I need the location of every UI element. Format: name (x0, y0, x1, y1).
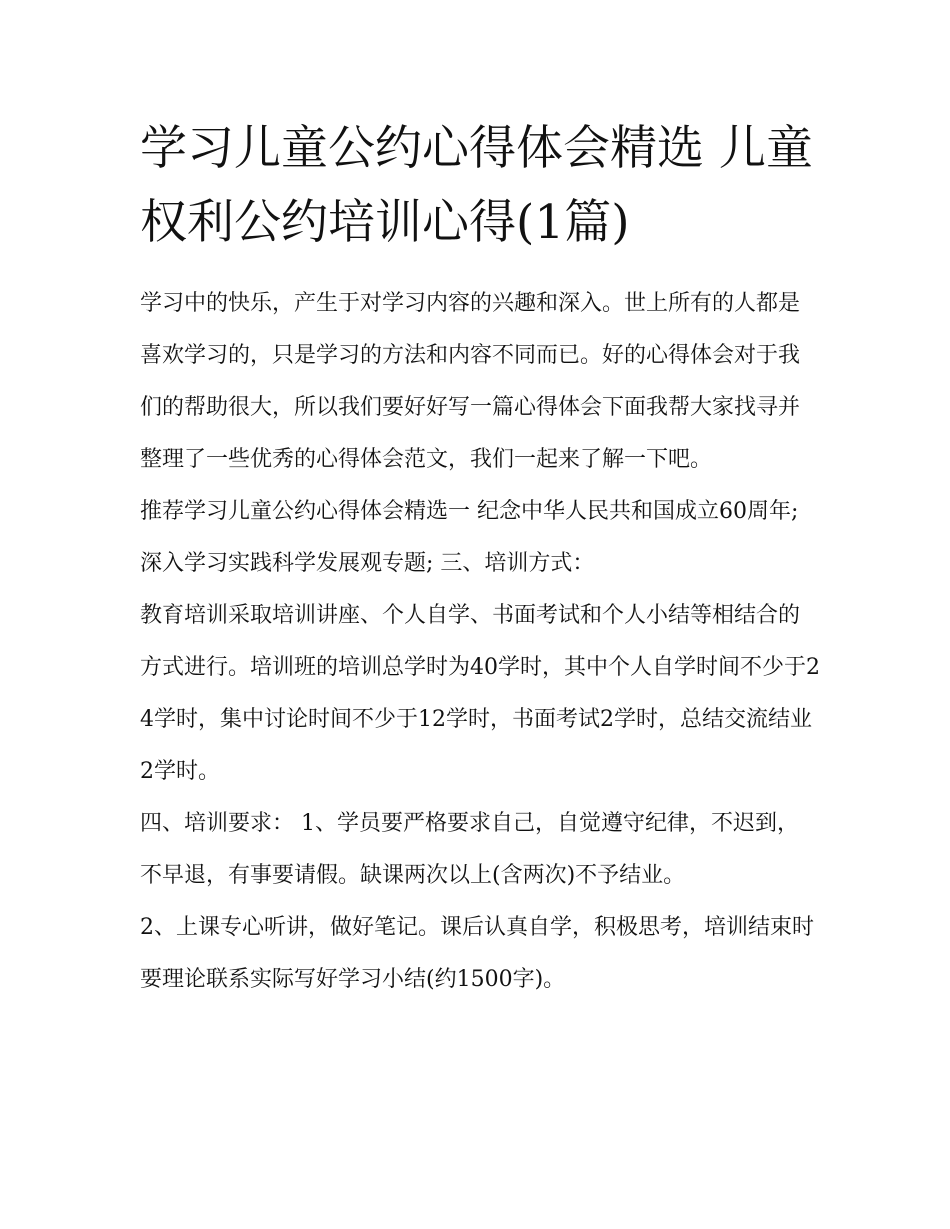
document-title: 学习儿童公约心得体会精选 儿童权利公约培训心得(1篇) (140, 121, 813, 250)
document-content (140, 112, 820, 1006)
paragraph-class-notes: 2、上课专心听讲，做好笔记。课后认真自学，积极思考，培训结束时要理论联系实际写好学习小结(约1500字)。 (140, 915, 814, 992)
paragraph-training-method: 教育培训采取培训讲座、个人自学、书面考试和个人小结等相结合的方式进行。培训班的培训总学时为40学时，其中个人自学时间不少于24学时，集中讨论时间不少于12学时，书面考试2学时，总结交流结业2学时。 (140, 603, 820, 784)
paragraph-recommendation: 推荐学习儿童公约心得体会精选一 纪念中华人民共和国成立60周年; 深入学习实践科学发展观专题; 三、培训方式： (140, 499, 799, 576)
paragraph-intro: 学习中的快乐，产生于对学习内容的兴趣和深入。世上所有的人都是喜欢学习的，只是学习的方法和内容不同而已。好的心得体会对于我们的帮助很大，所以我们要好好写一篇心得体会下面我帮大家找寻并整理了一些优秀的心得体会范文，我们一起来了解一下吧。 (140, 291, 801, 472)
paragraph-training-requirements: 四、培训要求： 1、学员要严格要求自己，自觉遵守纪律，不迟到，不早退，有事要请假。缺课两次以上(含两次)不予结业。 (140, 811, 799, 888)
